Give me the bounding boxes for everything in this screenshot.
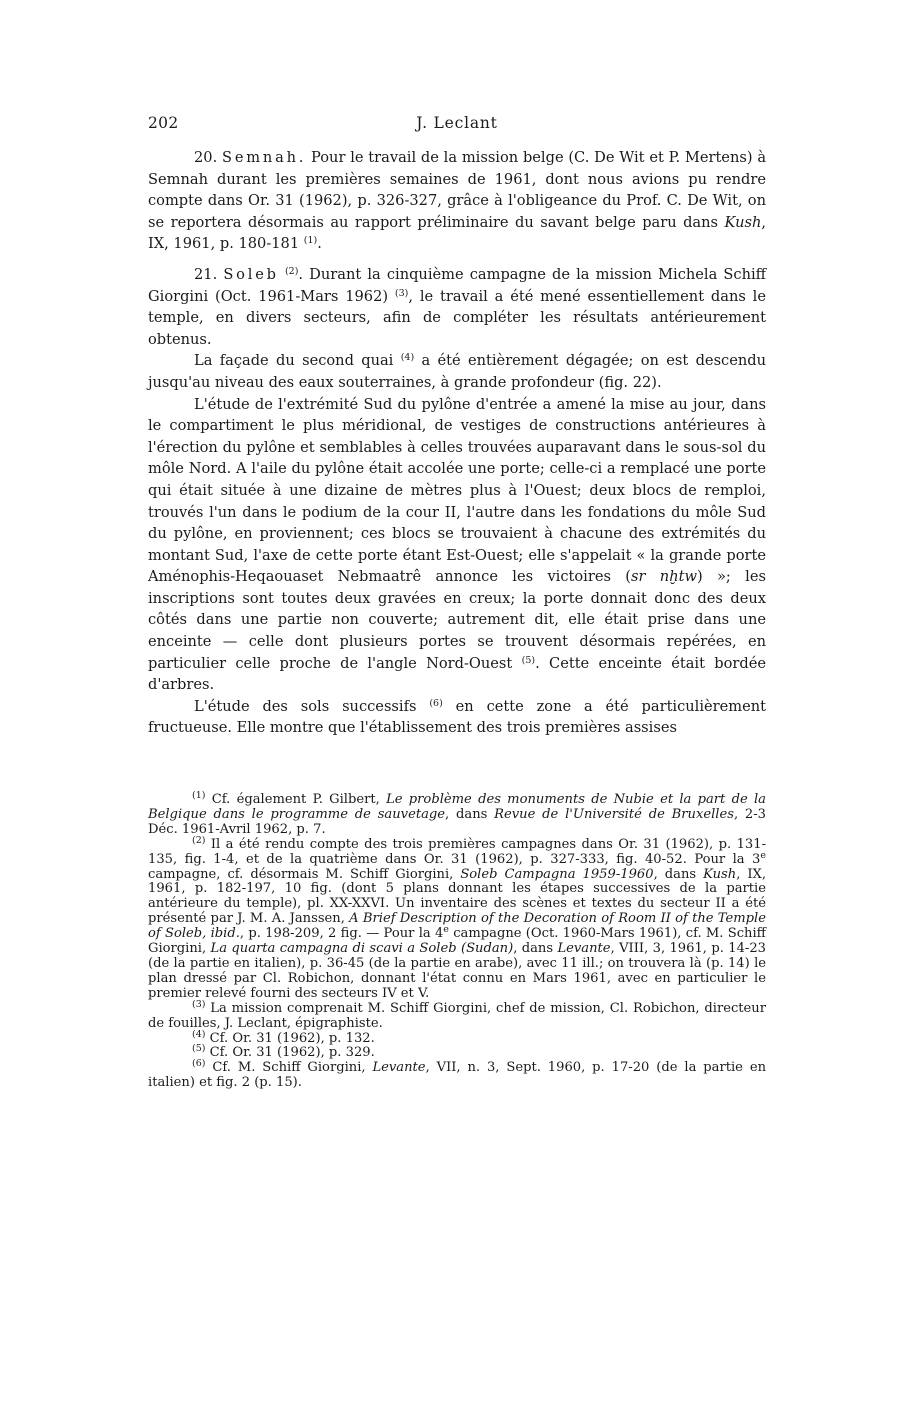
italic-text: Kush	[703, 866, 737, 882]
footnote-6	[148, 1058, 767, 1091]
section-number: 21.	[194, 265, 218, 283]
footnote-text: , dans	[513, 941, 558, 957]
footnote-text: , dans	[445, 806, 495, 822]
italic-text: sr nḫtw	[630, 568, 697, 586]
footnote-1	[148, 790, 766, 838]
page-header	[148, 114, 766, 136]
paragraph-text: . Durant la cinquième campagne de la mission Michela Schiff Giorgini (Oct. 1961-Mars 1962)	[148, 265, 767, 305]
paragraph-text: L'étude de l'extrémité Sud du pylône d'entrée a amené la mise au jour, dans le compartiment le plus méridional, de vestiges de constructions antérieures à l'érection du pylône et semblables à celles trouvées auparavant dans le sous-sol du môle Nord. A l'aile du pylône était accolée une porte; celle-ci a remplacé une porte qui était située à une dizaine de mètres plus à l'Ouest; deux blocs de remploi, trouvés l'un dans le podium de la cour II, l'autre dans les fondations du môle Sud du pylône, en proviennent; ces blocs se trouvaient à chacune des extrémités du montant Sud, l'axe de cette porte étant Est-Ouest; elle s'appelait « la grande porte Aménophis-Heqaouaset Nebmaatrê annonce les victoires (	[148, 395, 766, 586]
footnote-text: , 2-3 Déc. 1961-Avril 1962, p. 7.	[148, 806, 766, 837]
footnote-mark: (1)	[192, 790, 206, 801]
footnote-mark: (5)	[192, 1043, 206, 1055]
paragraph-soleb	[148, 264, 766, 350]
paragraph-text: en cette zone a été particulièrement fructueuse. Elle montre que l'établissement des trois premières assises	[148, 697, 766, 737]
footnote-ref: (3)	[394, 287, 409, 299]
footnote-mark: (3)	[192, 998, 206, 1010]
body-text	[148, 147, 766, 739]
footnotes	[148, 790, 767, 1091]
paragraph-text: L'étude des sols successifs	[194, 697, 430, 715]
paragraph-text: La façade du second quai	[194, 352, 401, 370]
paragraph-facade	[148, 350, 766, 393]
footnote-text: , VII, n. 3, Sept. 1960, p. 17-20 (de la partie en italien) et fig. 2 (p. 15).	[148, 1060, 767, 1091]
italic-text: Levante	[557, 941, 611, 957]
footnote-3	[148, 998, 766, 1032]
paragraph-text: Pour le travail de la mission belge (C. De Wit et P. Mertens) à Semnah durant les premières semaines de 1961, dont nous avions pu rendre compte dans Or. 31 (1962), p. 326-327, grâce à l'obligeance du Prof. C. De Wit, on se reportera désormais au rapport préliminaire du savant belge paru dans	[148, 149, 767, 231]
footnote-ref: (5)	[521, 654, 536, 666]
footnote-text: Cf. également P. Gilbert,	[205, 792, 387, 807]
section-title: Semnah.	[222, 149, 307, 166]
italic-text: Kush	[724, 213, 762, 231]
footnote-mark: (4)	[192, 1028, 206, 1040]
running-head: J. Leclant	[416, 114, 498, 132]
footnote-mark: (2)	[192, 834, 206, 846]
footnote-text: , dans	[653, 866, 704, 882]
footnote-text: Cf. Or. 31 (1962), p. 132.	[205, 1030, 375, 1046]
paragraph-semnah	[148, 147, 766, 255]
paragraph-text: . Cette enceinte était bordée d'arbres.	[148, 654, 767, 694]
footnote-text: , IX, 1961, p. 182-197, 10 fig. (dont 5 plans donnant les étapes successives de la partie antérieure du temple), pl. XX-XXVI. Un inventaire des scènes et textes du secteur II a été présenté par J. M. A. Janssen,	[148, 866, 766, 927]
footnote-text: Il a été rendu compte des trois premières campagnes dans Or. 31 (1962), p. 131-135, fig. 1-4, et de la quatrième dans Or. 31 (1962), p. 327-333, fig. 40-52. Pour la 3	[148, 836, 766, 867]
italic-text: Soleb Campagna 1959-1960	[460, 866, 654, 882]
footnote-text: Cf. M. Schiff Giorgini,	[205, 1060, 373, 1076]
paragraph-text: , IX, 1961, p. 180-181	[148, 213, 766, 253]
paragraph-pylone	[148, 394, 766, 696]
paragraph-text: , le travail a été mené essentiellement dans le temple, en divers secteurs, afin de compléter les résultats antérieurement obtenus.	[148, 287, 766, 348]
italic-text: Revue de l'Université de Bruxelles	[494, 806, 734, 822]
page-number: 202	[148, 114, 179, 132]
superscript: e	[443, 924, 449, 936]
footnote-text: campagne (Oct. 1960-Mars 1961), cf. M. Schiff Giorgini,	[148, 926, 766, 957]
footnote-text: , VIII, 3, 1961, p. 14-23 (de la partie en italien), p. 36-45 (de la partie en arabe), avec 11 ill.; on trouvera là (p. 14) le plan dressé par Cl. Robichon, donnant l'état connu en Mars 1961, avec en particulier le premier relevé fourni des secteurs IV et V.	[148, 941, 767, 1001]
footnote-ref: (2)	[284, 265, 299, 277]
footnote-2	[148, 834, 767, 1002]
paragraph-text: .	[317, 235, 322, 253]
section-number: 20.	[194, 149, 218, 166]
italic-text: Levante	[372, 1060, 426, 1076]
footnote-text: campagne, cf. désormais M. Schiff Giorgini,	[148, 866, 461, 882]
italic-text: Le problème des monuments de Nubie et la part de la Belgique dans le programme de sauvetage	[148, 792, 766, 822]
italic-text: La quarta campagna di scavi a Soleb (Sudan)	[210, 941, 514, 957]
footnote-ref: (1)	[303, 235, 318, 247]
footnote-text: , p. 198-209, 2 fig. — Pour la 4	[239, 926, 444, 942]
footnote-ref: (6)	[429, 697, 443, 709]
paragraph-text: ) »; les inscriptions sont toutes deux gravées en creux; la porte donnait donc des deux côtés dans une partie non couverte; autrement dit, elle était prise dans une enceinte — celle dont plusieurs portes se trouvent désormais repérées, en particulier celle proche de l'angle Nord-Ouest	[148, 568, 766, 672]
footnote-text: Cf. Or. 31 (1962), p. 329.	[205, 1045, 375, 1061]
footnote-mark: (6)	[192, 1058, 206, 1070]
paragraph-sols	[148, 696, 766, 739]
paragraph-text: a été entièrement dégagée; on est descendu jusqu'au niveau des eaux souterraines, à grande profondeur (fig. 22).	[148, 352, 767, 391]
footnote-text: La mission comprenait M. Schiff Giorgini, chef de mission, Cl. Robichon, directeur de fouilles, J. Leclant, épigraphiste.	[148, 1000, 766, 1031]
italic-text: A Brief Description of the Decoration of Room II of the Temple of Soleb, ibid.	[148, 911, 766, 942]
superscript: e	[760, 849, 766, 861]
footnote-ref: (4)	[400, 352, 415, 364]
section-title: Soleb	[223, 265, 279, 283]
